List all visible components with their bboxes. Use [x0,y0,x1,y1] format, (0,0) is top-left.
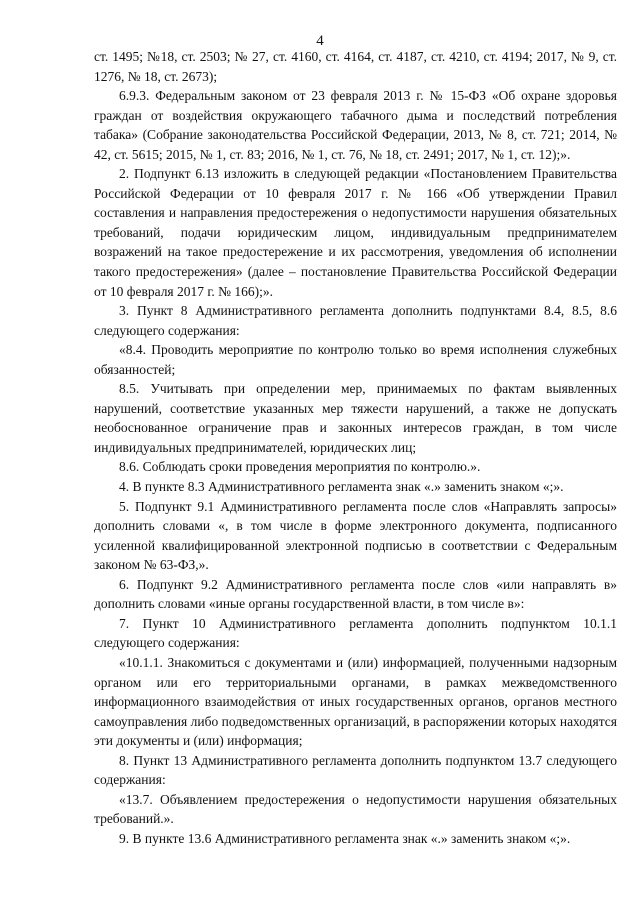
paragraph-item-8: 8. Пункт 13 Административного регламента дополнить подпунктом 13.7 следующего содержания: [94,752,617,788]
paragraph-item-2: 2. Подпункт 6.13 изложить в следующей редакции «Постановлением Правительства Российской Федерации от 10 февраля 2017 г. № 166 «Об утверждении Правил составления и направления предостережения о недопустимости нарушения обязательных требований, подачи юридическим лицом, индивидуальным предпринимателем возражений на такое предостережение и их рассмотрения, уведомления об исполнении такого предостережения» (далее – постановление Правительства Российской Федерации от 10 февраля 2017 г. № 166);». [94,166,617,299]
paragraph-continuation: ст. 1495; №18, ст. 2503; № 27, ст. 4160, ст. 4164, ст. 4187, ст. 4210, ст. 4194; 2017, № 9, ст. 1276, № 18, ст. 2673); [94,49,617,84]
paragraph-6-9-3: 6.9.3. Федеральным законом от 23 февраля 2013 г. № 15-ФЗ «Об охране здоровья граждан от воздействия окружающего табачного дыма и последствий потребления табака» (Собрание законодательства Российской Федерации, 2013, № 8, ст. 721; 2014, № 42, ст. 5615; 2015, № 1, ст. 83; 2016, № 1, ст. 76, № 18, ст. 2491; 2017, № 1, ст. 12);». [94,88,617,162]
document-body [94,47,617,848]
paragraph-8-5: 8.5. Учитывать при определении мер, принимаемых по фактам выявленных нарушений, соответствие указанных мер тяжести нарушений, а также не допускать необоснованное ограничение прав и законных интересов граждан, в том числе индивидуальных предпринимателей, юридических лиц; [94,381,617,455]
paragraph-item-5: 5. Подпункт 9.1 Административного регламента после слов «Направлять запросы» дополнить словами «, в том числе в форме электронного документа, подписанного усиленной квалифицированной электронной подписью в соответствии с Федеральным законом № 63-ФЗ,». [94,498,617,573]
paragraph-10-1-1: «10.1.1. Знакомиться с документами и (или) информацией, полученными надзорным органом или его территориальными органами, в рамках межведомственного информационного взаимодействия от иных государственных органов, органов местного самоуправления либо подведомственных организаций, в распоряжении которых находятся эти документы и (или) информация; [94,654,617,749]
paragraph-item-4: 4. В пункте 8.3 Административного регламента знак «.» заменить знаком «;». [119,479,564,495]
paragraph-13-7: «13.7. Объявлением предостережения о недопустимости нарушения обязательных требований.». [94,791,617,827]
page-number: 4 [316,33,324,49]
paragraph-8-4: «8.4. Проводить мероприятие по контролю только во время исполнения служебных обязанностей; [94,342,617,377]
paragraph-item-3: 3. Пункт 8 Административного регламента дополнить подпунктами 8.4, 8.5, 8.6 следующего содержания: [94,303,617,338]
paragraph-8-6: 8.6. Соблюдать сроки проведения мероприятия по контролю.». [119,459,481,475]
paragraph-item-7: 7. Пункт 10 Административного регламента дополнить подпунктом 10.1.1 следующего содержания: [94,615,617,651]
paragraph-item-6: 6. Подпункт 9.2 Административного регламента после слов «или направлять в» дополнить словами «иные органы государственной власти, в том числе в»: [94,576,617,612]
paragraph-item-9: 9. В пункте 13.6 Административного регламента знак «.» заменить знаком «;». [119,830,571,846]
